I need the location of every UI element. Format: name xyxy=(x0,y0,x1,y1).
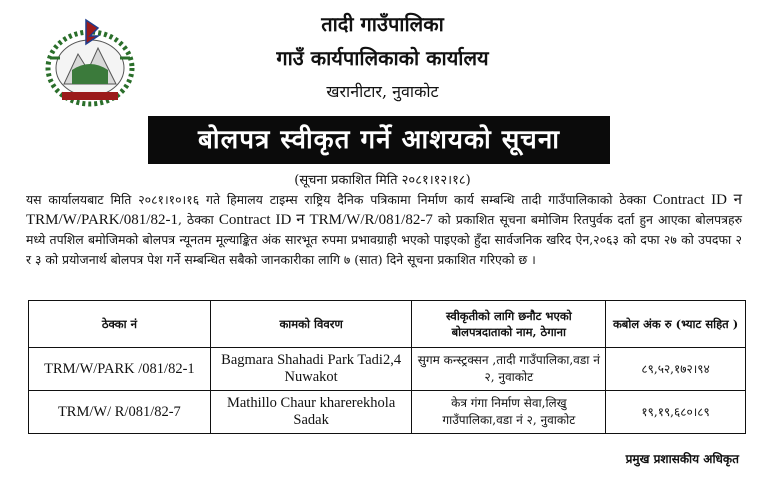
column-header-amount: कबोल अंक रु (भ्याट सहित ) xyxy=(606,301,746,348)
organization-name: तादी गाउँपालिका xyxy=(321,12,444,36)
contract-no-cell: TRM/W/ R/081/82-7 xyxy=(29,391,211,434)
column-header-contract-no: ठेक्का नं xyxy=(29,301,211,348)
contract-no-cell: TRM/W/PARK /081/82-1 xyxy=(29,348,211,391)
amount-cell: १९,१९,६८०।८९ xyxy=(606,391,746,434)
body-text-part2: , ठेक्का xyxy=(177,212,214,227)
office-name: गाउँ कार्यपालिकाको कार्यालय xyxy=(276,46,489,70)
signatory-title: प्रमुख प्रशासकीय अधिकृत xyxy=(625,452,739,466)
body-text-part3: को प्रकाशित सूचना बमोजिम रितपुर्वक दर्ता हुन आएका बोलपत्रहरु मध्ये तपशिल बमोजिमको बोलपत्र न्यूनतम मूल्याङ्कित अंक सारभूत रुपमा प्रभावग्राही भएको पाइएको हुँदा सार्वजनिक खरिद ऐन,२०६३ को दफा २७ को उपदफा २ र ३ को प्रयोजनार्थ बोलपत्र पेश गर्ने सम्बन्धित सबैको जानकारीका लागि ७ (सात) दिने सूचना प्रकाशित गरिएको छ । xyxy=(26,212,742,267)
column-header-bidder: स्वीकृतीको लागि छनौट भएको बोलपत्रदाताको नाम, ठेगाना xyxy=(412,301,606,348)
table-row xyxy=(29,348,746,391)
publish-date: (सूचना प्रकाशित मिति २०८१।१२।१८) xyxy=(294,173,471,188)
description-cell: Mathillo Chaur kharerekhola Sadak xyxy=(210,391,412,434)
contract-id-2: Contract ID न TRM/W/R/081/82-7 xyxy=(218,212,433,228)
notice-title: बोलपत्र स्वीकृत गर्ने आशयको सूचना xyxy=(148,116,610,164)
notice-body xyxy=(26,190,742,270)
body-text-part1: यस कार्यालयबाट मिति २०८१।१०।१६ गते हिमालय टाइम्स राष्ट्रिय दैनिक पत्रिकामा निर्माण कार्य सम्बन्धि तादी गाउँपालिकाको ठेक्का xyxy=(26,192,647,207)
contract-id-1: Contract ID न TRM/W/PARK/081/82-1 xyxy=(26,192,742,228)
table-row xyxy=(29,391,746,434)
column-header-description: कामको विवरण xyxy=(210,301,412,348)
amount-cell: ८९,५२,१७२।९४ xyxy=(606,348,746,391)
office-address: खरानीटार, नुवाकोट xyxy=(326,82,439,101)
table-header-row xyxy=(29,301,746,348)
bidder-cell: केत्र गंगा निर्माण सेवा,लिखु गाउँपालिका,वडा नं २, नुवाकोट xyxy=(412,391,606,434)
bidder-cell: सुगम कन्स्ट्रक्सन ,तादी गाउँपालिका,वडा नं २, नुवाकोट xyxy=(412,348,606,391)
award-table xyxy=(28,300,746,434)
description-cell: Bagmara Shahadi Park Tadi2,4 Nuwakot xyxy=(210,348,412,391)
